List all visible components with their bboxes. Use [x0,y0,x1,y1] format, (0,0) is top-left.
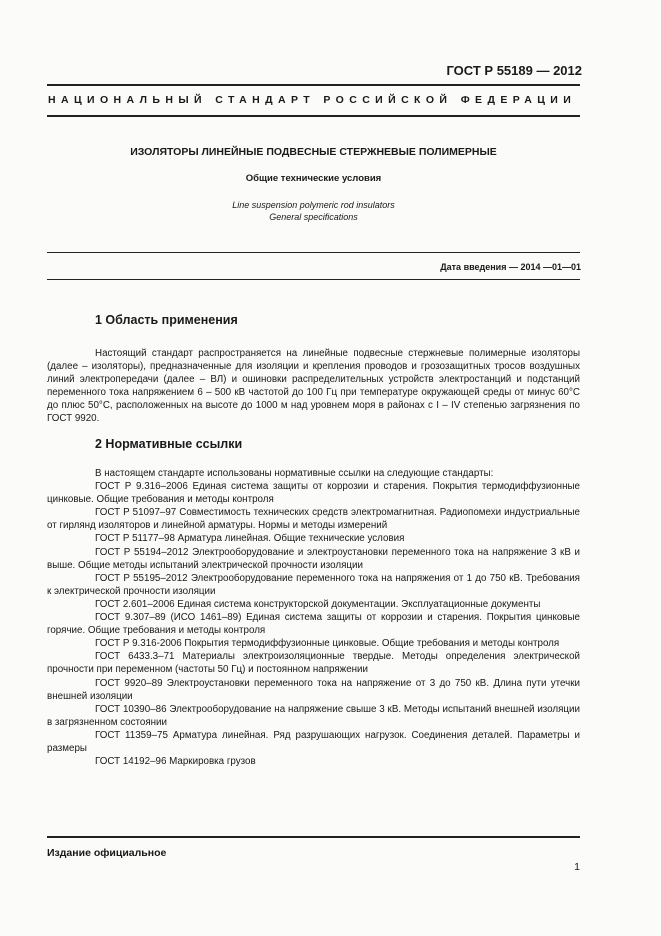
reference-item: ГОСТ 6433.3–71 Материалы электроизоляционные твердые. Методы определения электрической прочности при переменном (частоты 50 Гц) и постоянном напряжении [47,651,580,676]
header-rule-top [47,84,580,86]
reference-item: ГОСТ Р 51097–97 Совместимость технических средств электромагнитная. Радиопомехи индустриальные от гирлянд изоляторов и линейной арматуры. Нормы и методы измерений [47,507,580,532]
date-divider [47,279,580,280]
official-edition-label: Издание официальное [47,847,167,859]
reference-item: ГОСТ 11359–75 Арматура линейная. Ряд разрушающих нагрузок. Соединения деталей. Параметры и размеры [47,729,580,754]
document-subtitle: Общие технические условия [245,173,382,184]
reference-item: ГОСТ 10390–86 Электрооборудование на напряжение свыше 3 кВ. Методы испытаний внешней изоляции в загрязненном состоянии [47,703,580,728]
english-title-line2: General specifications [269,212,358,222]
footer-rule [47,836,580,838]
reference-item: ГОСТ 2.601–2006 Единая система конструкторской документации. Эксплуатационные документы [95,598,541,610]
reference-item: ГОСТ 14192–96 Маркировка грузов [95,756,256,768]
reference-item: ГОСТ Р 51177–98 Арматура линейная. Общие технические условия [95,533,405,545]
english-title [47,199,580,223]
introduction-date: Дата введения — 2014 —01—01 [440,262,581,272]
reference-item: ГОСТ Р 55194–2012 Электрооборудование и электроустановки переменного тока на напряжение 3 кВ и выше. Общие методы испытаний электрической прочности изоляции [47,546,580,571]
standard-number: ГОСТ Р 55189 — 2012 [446,63,582,78]
title-divider [47,252,580,253]
reference-item: ГОСТ Р 9.316-2006 Покрытия термодиффузионные цинковые. Общие требования и методы контроля [95,638,560,650]
document-title: ИЗОЛЯТОРЫ ЛИНЕЙНЫЕ ПОДВЕСНЫЕ СТЕРЖНЕВЫЕ ПОЛИМЕРНЫЕ [130,146,497,158]
section-2-heading: 2 Нормативные ссылки [95,437,243,451]
reference-item: ГОСТ Р 9.316–2006 Единая система защиты от коррозии и старения. Покрытия термодиффузионные цинковые. Общие требования и методы контроля [47,481,580,506]
reference-item: ГОСТ 9.307–89 (ИСО 1461–89) Единая система защиты от коррозии и старения. Покрытия цинковые горячие. Общие требования и методы контроля [47,612,580,637]
page-number: 1 [574,861,580,873]
reference-item: ГОСТ Р 55195–2012 Электрооборудование переменного тока на напряжения от 1 до 750 кВ. Требования к электрической прочности изоляции [47,572,580,597]
national-standard-banner: НАЦИОНАЛЬНЫЙ СТАНДАРТ РОССИЙСКОЙ ФЕДЕРАЦИИ [48,94,577,106]
header-rule-bottom [47,115,580,117]
section-1-heading: 1 Область применения [95,313,238,327]
references-intro: В настоящем стандарте использованы нормативные ссылки на следующие стандарты: [95,468,494,479]
english-title-line1: Line suspension polymeric rod insulators [232,200,395,210]
section-1-text: Настоящий стандарт распространяется на линейные подвесные стержневые полимерные изоляторы (далее – изоляторы), предназначенные для изоляции и крепления проводов и грозозащитных тросов воздушных линий электропередачи (далее – ВЛ) и ошиновки распределительных устройств электростанций и подстанций переменного тока напряжением 6 – 500 кВ частотой до 100 Гц при температуре окружающей среды от минус 60°С до плюс 50°С, расположенных на высоте до 1000 м над уровнем моря в районах с I – IV степенью загрязнения по ГОСТ 9920. [47,348,580,424]
reference-item: ГОСТ 9920–89 Электроустановки переменного тока на напряжение от 3 до 750 кВ. Длина пути утечки внешней изоляции [47,677,580,702]
normative-references [47,467,580,768]
